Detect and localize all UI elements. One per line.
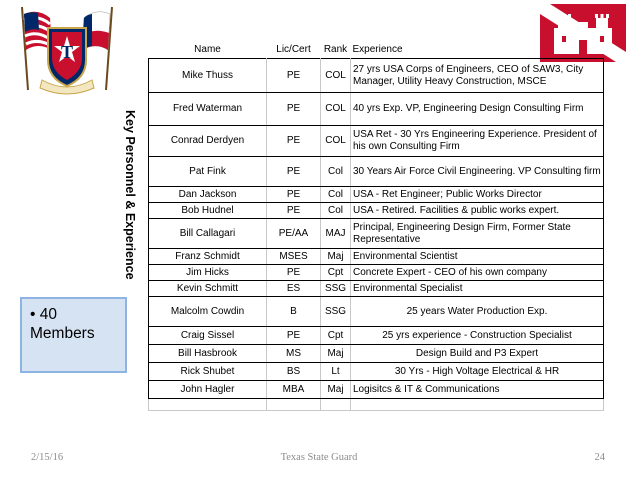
lic-cert-cell: PE xyxy=(267,157,321,187)
lic-cert-cell: PE/AA xyxy=(267,219,321,249)
table-row xyxy=(149,381,604,399)
table-row xyxy=(149,281,604,297)
person-name-cell: Pat Fink xyxy=(149,157,267,187)
table-row xyxy=(149,203,604,219)
table-row xyxy=(149,93,604,126)
members-callout xyxy=(20,297,127,373)
rank-cell: COL xyxy=(321,59,351,93)
lic-cert-cell: PE xyxy=(267,265,321,281)
footer-date: 2/15/16 xyxy=(31,452,64,463)
table-row xyxy=(149,59,604,93)
person-name-cell: Fred Waterman xyxy=(149,93,267,126)
lic-cert-cell: PE xyxy=(267,203,321,219)
person-name-cell: Conrad Derdyen xyxy=(149,126,267,157)
person-name-cell: Franz Schmidt xyxy=(149,249,267,265)
experience-cell: USA - Retired. Facilities & public works expert. xyxy=(351,203,604,219)
empty-grid-row xyxy=(149,399,604,411)
lic-cert-cell: ES xyxy=(267,281,321,297)
lic-cert-cell: B xyxy=(267,297,321,327)
experience-cell: 25 yrs experience - Construction Specialist xyxy=(351,327,604,345)
table-row xyxy=(149,327,604,345)
empty-cell xyxy=(351,399,604,411)
experience-cell: 30 Years Air Force Civil Engineering. VP Consulting firm xyxy=(351,157,604,187)
lic-cert-cell: PE xyxy=(267,126,321,157)
lic-cert-cell: BS xyxy=(267,363,321,381)
rank-cell: Maj xyxy=(321,381,351,399)
side-title xyxy=(118,100,142,290)
experience-cell: Design Build and P3 Expert xyxy=(351,345,604,363)
person-name-cell: Jim Hicks xyxy=(149,265,267,281)
texas-state-guard-logo xyxy=(8,2,126,97)
experience-cell: Principal, Engineering Design Firm, Former State Representative xyxy=(351,219,604,249)
rank-cell: Lt xyxy=(321,363,351,381)
experience-cell: Logisitcs & IT & Communications xyxy=(351,381,604,399)
experience-cell: USA Ret - 30 Yrs Engineering Experience. President of his own Consulting Firm xyxy=(351,126,604,157)
header-rank: Rank xyxy=(323,44,348,55)
svg-text:T: T xyxy=(60,42,74,62)
lic-cert-cell: MS xyxy=(267,345,321,363)
person-name-cell: John Hagler xyxy=(149,381,267,399)
rank-cell: Cpt xyxy=(321,265,351,281)
rank-cell: Col xyxy=(321,187,351,203)
experience-cell: Concrete Expert - CEO of his own company xyxy=(351,265,604,281)
lic-cert-cell: MBA xyxy=(267,381,321,399)
lic-cert-cell: MSES xyxy=(267,249,321,265)
empty-cell xyxy=(321,399,351,411)
lic-cert-cell: PE xyxy=(267,93,321,126)
experience-cell: 27 yrs USA Corps of Engineers, CEO of SAW3, City Manager, Utility Heavy Construction, MSCE xyxy=(351,59,604,93)
experience-cell: USA - Ret Engineer; Public Works Director xyxy=(351,187,604,203)
footer-title: Texas State Guard xyxy=(280,452,358,463)
experience-cell: 30 Yrs - High Voltage Electrical & HR xyxy=(351,363,604,381)
person-name-cell: Rick Shubet xyxy=(149,363,267,381)
rank-cell: Maj xyxy=(321,249,351,265)
table-row xyxy=(149,187,604,203)
shield-icon xyxy=(48,28,86,86)
header-lic-cert: Lic/Cert xyxy=(276,44,311,55)
members-text: 40 Members xyxy=(30,306,95,342)
person-name-cell: Mike Thuss xyxy=(149,59,267,93)
rank-cell: SSG xyxy=(321,281,351,297)
rank-cell: Cpt xyxy=(321,327,351,345)
table-row xyxy=(149,345,604,363)
table-row xyxy=(149,219,604,249)
lic-cert-cell: PE xyxy=(267,187,321,203)
person-name-cell: Kevin Schmitt xyxy=(149,281,267,297)
table-row xyxy=(149,126,604,157)
members-bullet: • xyxy=(30,306,36,323)
experience-cell: 25 years Water Production Exp. xyxy=(351,297,604,327)
table-row xyxy=(149,363,604,381)
header-experience: Experience xyxy=(352,44,403,55)
footer-page-number: 24 xyxy=(594,452,605,463)
rank-cell: Col xyxy=(321,203,351,219)
table-row xyxy=(149,157,604,187)
table-header-row xyxy=(149,42,604,59)
lic-cert-cell: PE xyxy=(267,327,321,345)
person-name-cell: Bill Hasbrook xyxy=(149,345,267,363)
side-title-text: Key Personnel & Experience xyxy=(123,110,137,280)
person-name-cell: Craig Sissel xyxy=(149,327,267,345)
rank-cell: COL xyxy=(321,93,351,126)
person-name-cell: Bob Hudnel xyxy=(149,203,267,219)
table-row xyxy=(149,265,604,281)
header-name: Name xyxy=(194,44,221,55)
table-row xyxy=(149,249,604,265)
rank-cell: SSG xyxy=(321,297,351,327)
lic-cert-cell: PE xyxy=(267,59,321,93)
table-row xyxy=(149,297,604,327)
person-name-cell: Dan Jackson xyxy=(149,187,267,203)
experience-cell: Environmental Specialist xyxy=(351,281,604,297)
rank-cell: Maj xyxy=(321,345,351,363)
person-name-cell: Bill Callagari xyxy=(149,219,267,249)
experience-cell: Environmental Scientist xyxy=(351,249,604,265)
empty-cell xyxy=(149,399,267,411)
rank-cell: MAJ xyxy=(321,219,351,249)
empty-cell xyxy=(267,399,321,411)
person-name-cell: Malcolm Cowdin xyxy=(149,297,267,327)
experience-cell: 40 yrs Exp. VP, Engineering Design Consulting Firm xyxy=(351,93,604,126)
personnel-table xyxy=(148,42,604,411)
rank-cell: Col xyxy=(321,157,351,187)
rank-cell: COL xyxy=(321,126,351,157)
